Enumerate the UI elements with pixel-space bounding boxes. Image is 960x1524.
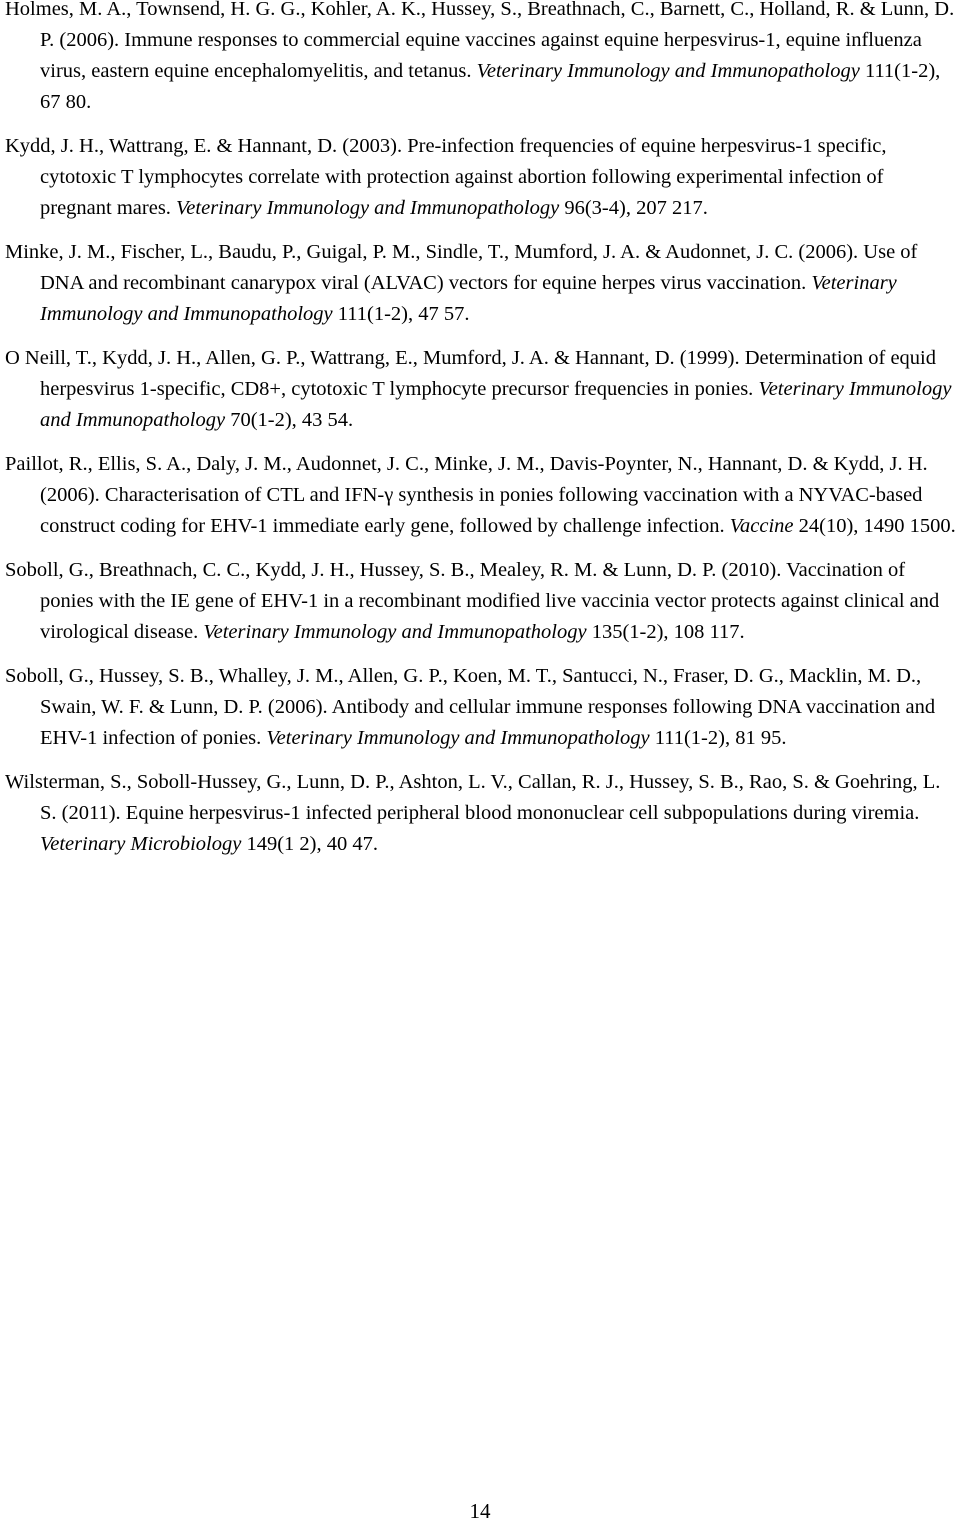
reference-journal: Veterinary Immunology and Immunopathology	[266, 727, 650, 749]
reference-volume-pages: 111(1-2), 81 95.	[649, 727, 787, 749]
reference-entry	[5, 767, 957, 860]
reference-journal: Veterinary Immunology and Immunopathology	[476, 60, 860, 82]
reference-entry	[5, 343, 957, 436]
reference-volume-pages: 149(1 2), 40 47.	[241, 833, 379, 855]
reference-volume-pages: 70(1-2), 43 54.	[225, 409, 354, 431]
reference-journal: Veterinary Immunology and Immunopathology	[40, 378, 952, 431]
reference-volume-pages: 135(1-2), 108 117.	[586, 621, 745, 643]
reference-text: Soboll, G., Hussey, S. B., Whalley, J. M., Allen, G. P., Koen, M. T., Santucci, N., Fraser, D. G., Macklin, M. D., Swain, W. F. & Lunn, D. P. (2006). Antibody and cellular immune responses following DNA vaccination and EHV-1 infection of ponies.	[5, 665, 936, 749]
reference-entry	[5, 661, 957, 754]
reference-text: Minke, J. M., Fischer, L., Baudu, P., Guigal, P. M., Sindle, T., Mumford, J. A. & Audonnet, J. C. (2006). Use of DNA and recombinant canarypox viral (ALVAC) vectors for equine herpes virus vaccination.	[5, 241, 918, 294]
reference-text: Wilsterman, S., Soboll-Hussey, G., Lunn, D. P., Ashton, L. V., Callan, R. J., Hussey, S. B., Rao, S. & Goehring, L. S. (2011). Equine herpesvirus-1 infected peripheral blood mononuclear cell subpopulations during viremia.	[5, 771, 941, 824]
reference-journal: Vaccine	[729, 515, 794, 537]
page-number: 14	[469, 1499, 491, 1523]
reference-entry	[5, 0, 957, 118]
reference-text: Paillot, R., Ellis, S. A., Daly, J. M., Audonnet, J. C., Minke, J. M., Davis-Poynter, N., Hannant, D. & Kydd, J. H. (2006). Characterisation of CTL and IFN-γ synthesis in ponies following vaccination with a NYVAC-based construct coding for EHV-1 immediate early gene, followed by challenge infection.	[5, 453, 928, 537]
reference-text: O Neill, T., Kydd, J. H., Allen, G. P., Wattrang, E., Mumford, J. A. & Hannant, D. (1999). Determination of equid herpesvirus 1-specific, CD8+, cytotoxic T lymphocyte precursor frequencies in ponies.	[5, 347, 936, 400]
reference-entry	[5, 555, 957, 648]
reference-entry	[5, 131, 957, 224]
reference-journal: Veterinary Immunology and Immunopathology	[203, 621, 587, 643]
reference-text: Holmes, M. A., Townsend, H. G. G., Kohler, A. K., Hussey, S., Breathnach, C., Barnett, C., Holland, R. & Lunn, D. P. (2006). Immune responses to commercial equine vaccines against equine herpesvirus-1, equine influenza virus, eastern equine encephalomyelitis, and tetanus.	[5, 0, 955, 82]
reference-volume-pages: 96(3-4), 207 217.	[559, 197, 708, 219]
reference-entry	[5, 237, 957, 330]
reference-text: Kydd, J. H., Wattrang, E. & Hannant, D. (2003). Pre-infection frequencies of equine herpesvirus-1 specific, cytotoxic T lymphocytes correlate with protection against abortion following experimental infection of pregnant mares.	[5, 135, 887, 219]
reference-volume-pages: 111(1-2), 47 57.	[332, 303, 470, 325]
reference-list	[5, 0, 957, 873]
reference-journal: Veterinary Immunology and Immunopathology	[40, 272, 897, 325]
reference-volume-pages: 111(1-2), 67 80.	[40, 60, 941, 113]
reference-journal: Veterinary Immunology and Immunopathology	[176, 197, 560, 219]
reference-volume-pages: 24(10), 1490 1500.	[793, 515, 956, 537]
reference-entry	[5, 449, 957, 542]
reference-text: Soboll, G., Breathnach, C. C., Kydd, J. H., Hussey, S. B., Mealey, R. M. & Lunn, D. P. (2010). Vaccination of ponies with the IE gene of EHV-1 in a recombinant modified live vaccinia vector protects against clinical and virological disease.	[5, 559, 940, 643]
reference-journal: Veterinary Microbiology	[40, 833, 242, 855]
